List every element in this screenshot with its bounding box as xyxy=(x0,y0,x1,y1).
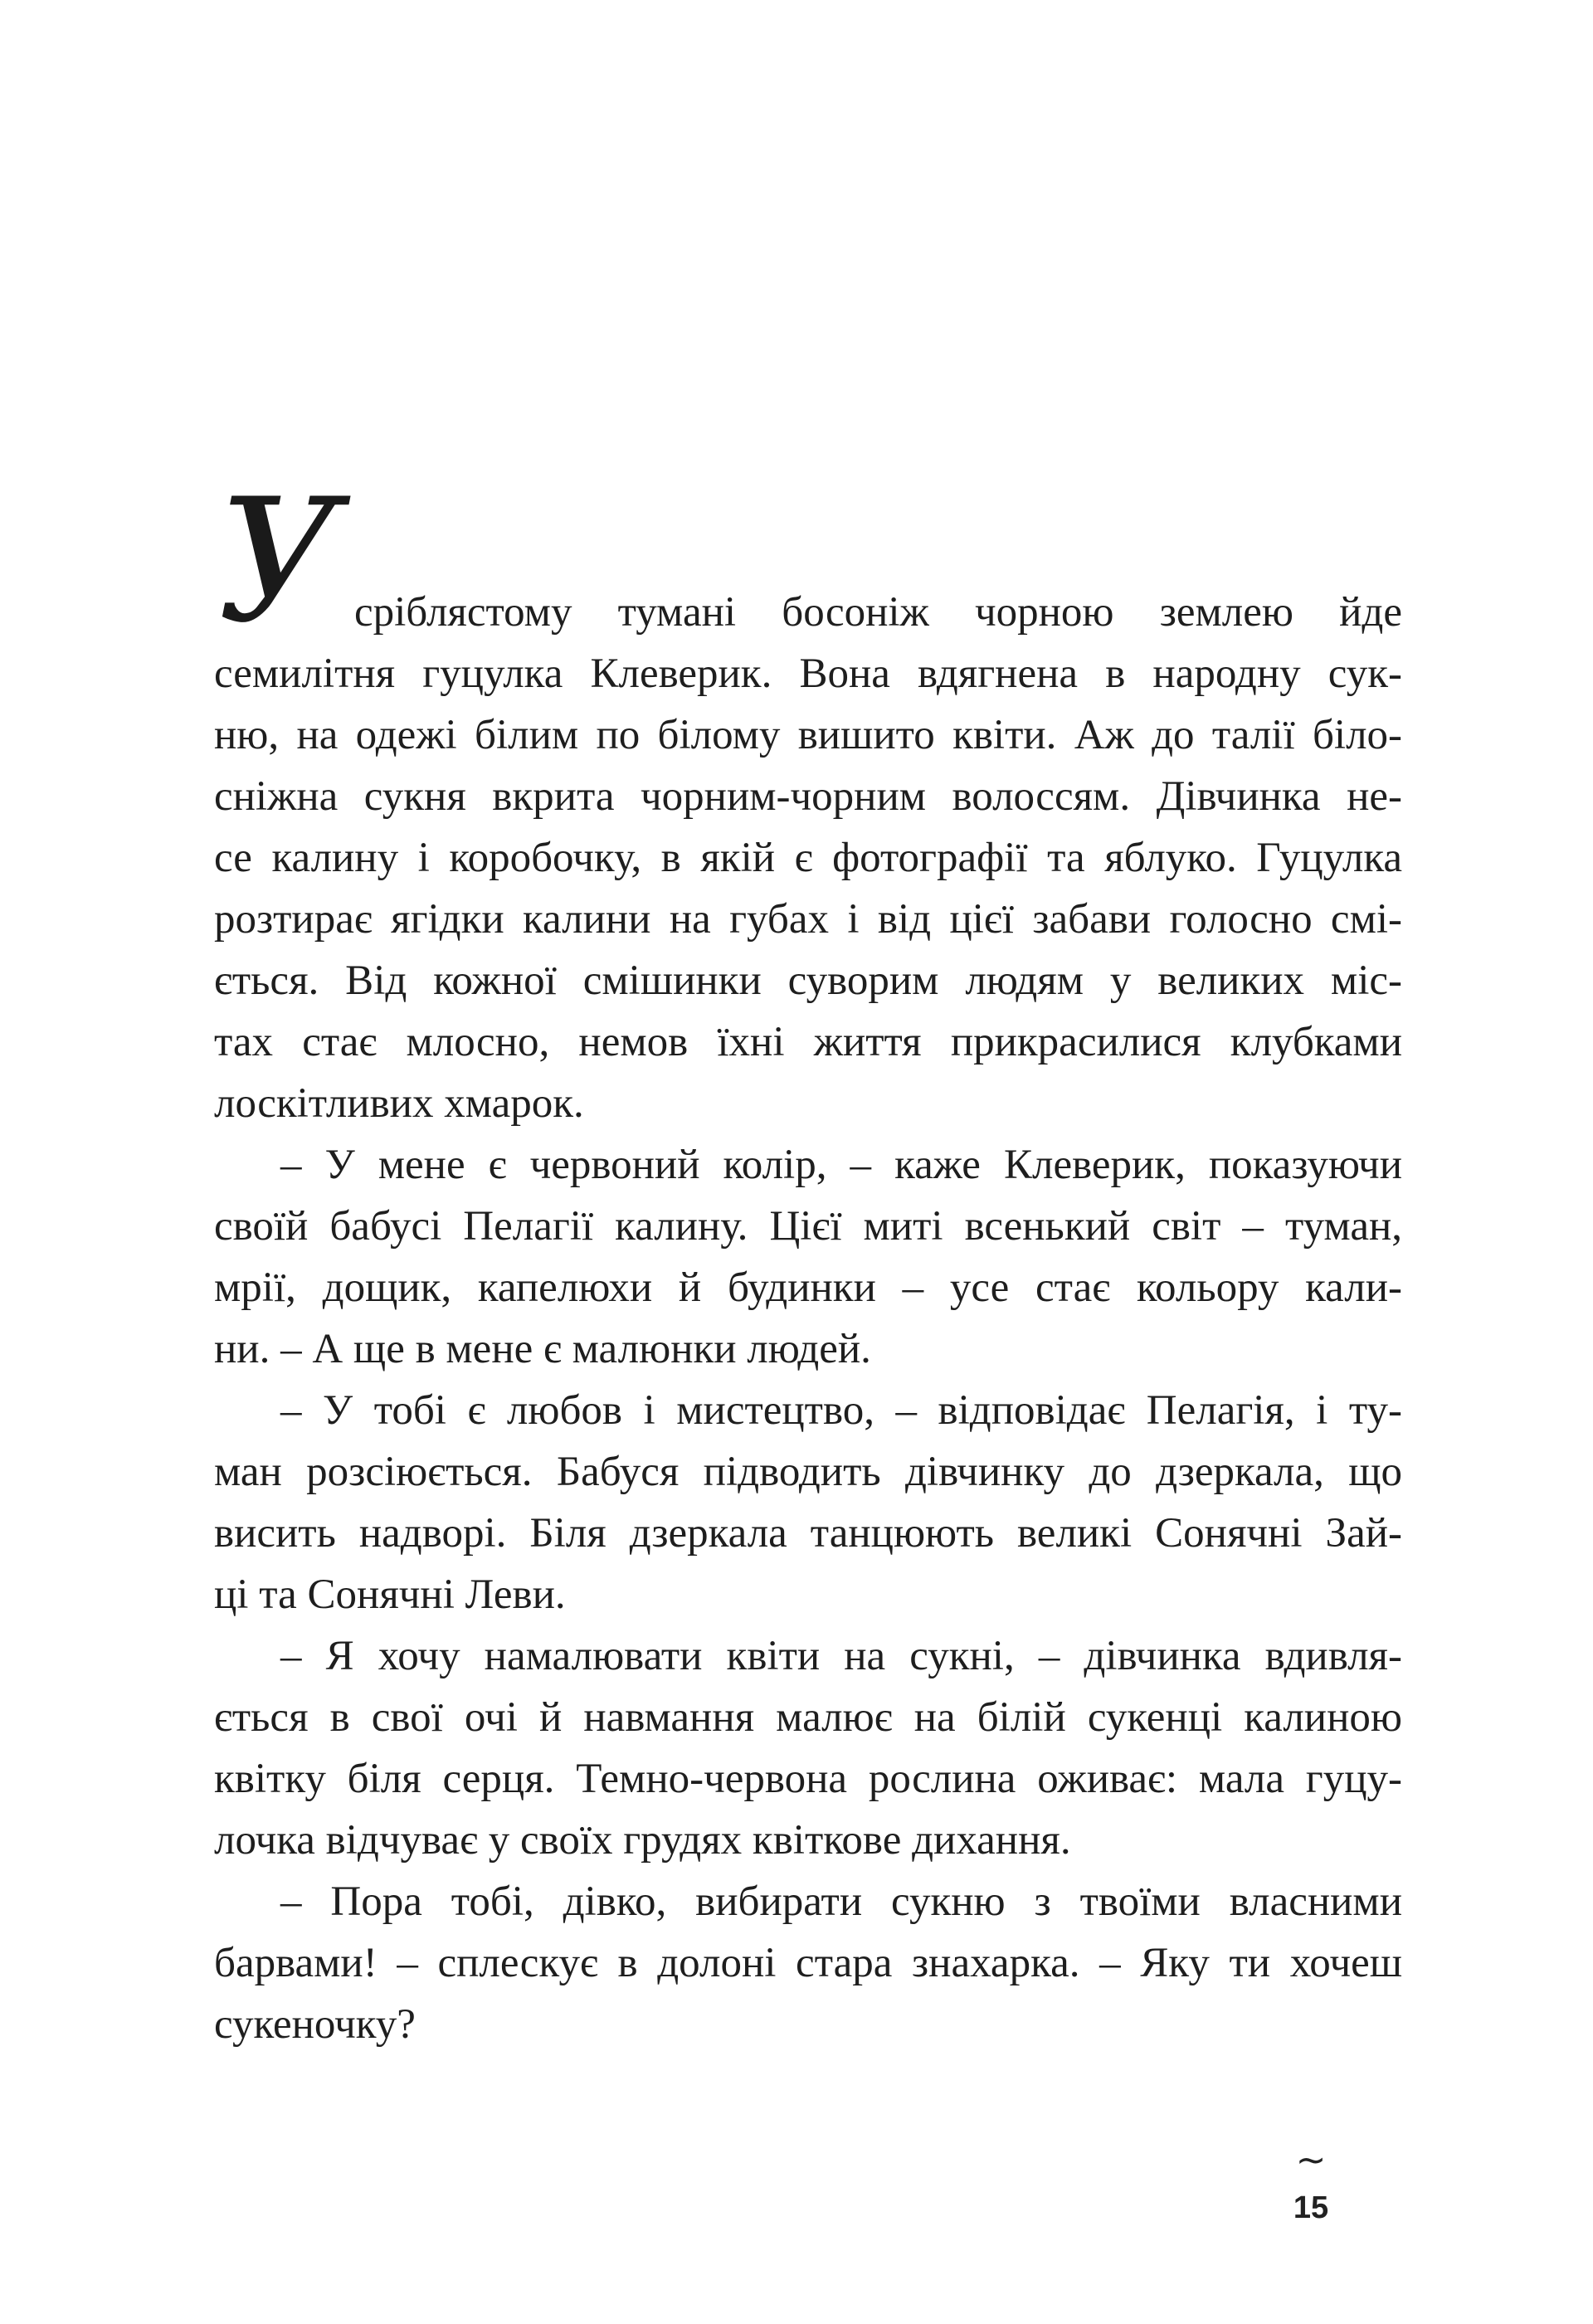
text-line: ці та Сонячні Леви. xyxy=(214,1571,566,1618)
text-line: ню, на одежі білим по білому вишито квіти. Аж до талії біло- xyxy=(214,712,1402,758)
text-line: своїй бабусі Пелагії калину. Цієї миті всенький світ – туман, xyxy=(214,1203,1402,1250)
text-line: се калину і коробочку, в якій є фотографії та яблуко. Гуцулка xyxy=(214,835,1402,881)
page-number-ornament: ~ xyxy=(1295,2139,1327,2181)
text-line: сніжна сукня вкрита чорним-чорним волоссям. Дівчинка не- xyxy=(214,773,1402,820)
text-line: – Пора тобі, дівко, вибирати сукню з твоїми власними xyxy=(280,1878,1402,1925)
text-line: лоскітливих хмарок. xyxy=(214,1080,584,1127)
text-line: сукеночку? xyxy=(214,2001,416,2048)
text-line: семилітня гуцулка Клеверик. Вона вдягнена в народну сук- xyxy=(214,650,1402,697)
drop-cap: У xyxy=(217,463,341,660)
text-line: ється в свої очі й навмання малює на білій сукенці калиною xyxy=(214,1694,1402,1741)
text-line: сріблястому тумані босоніж чорною землею йде xyxy=(354,589,1402,636)
page-number: 15 xyxy=(1293,2190,1329,2225)
text-line: – Я хочу намалювати квіти на сукні, – дівчинка вдивля- xyxy=(280,1633,1402,1679)
text-line: мрії, дощик, капелюхи й будинки – усе стає кольору кали- xyxy=(214,1264,1402,1311)
text-line: лочка відчуває у своїх грудях квіткове дихання. xyxy=(214,1817,1071,1864)
text-line: ман розсіюється. Бабуся підводить дівчинку до дзеркала, що xyxy=(214,1449,1402,1495)
text-line: ється. Від кожної смішинки суворим людям у великих міс- xyxy=(214,957,1402,1004)
text-line: барвами! – сплескує в долоні стара знахарка. – Яку ти хочеш xyxy=(214,1940,1402,1986)
text-line: розтирає ягідки калини на губах і від цієї забави голосно смі- xyxy=(214,896,1402,943)
text-line: тах стає млосно, немов їхні життя прикрасилися клубками xyxy=(214,1019,1402,1065)
text-line: – У мене є червоний колір, – каже Клеверик, показуючи xyxy=(280,1142,1402,1188)
body-text xyxy=(214,582,1402,2055)
text-line: квітку біля серця. Темно-червона рослина оживає: мала гуцу- xyxy=(214,1756,1402,1802)
text-line: – У тобі є любов і мистецтво, – відповідає Пелагія, і ту- xyxy=(280,1387,1402,1434)
text-line: висить надворі. Біля дзеркала танцюють великі Сонячні Зай- xyxy=(214,1510,1402,1557)
text-line: ни. – А ще в мене є малюнки людей. xyxy=(214,1326,871,1372)
